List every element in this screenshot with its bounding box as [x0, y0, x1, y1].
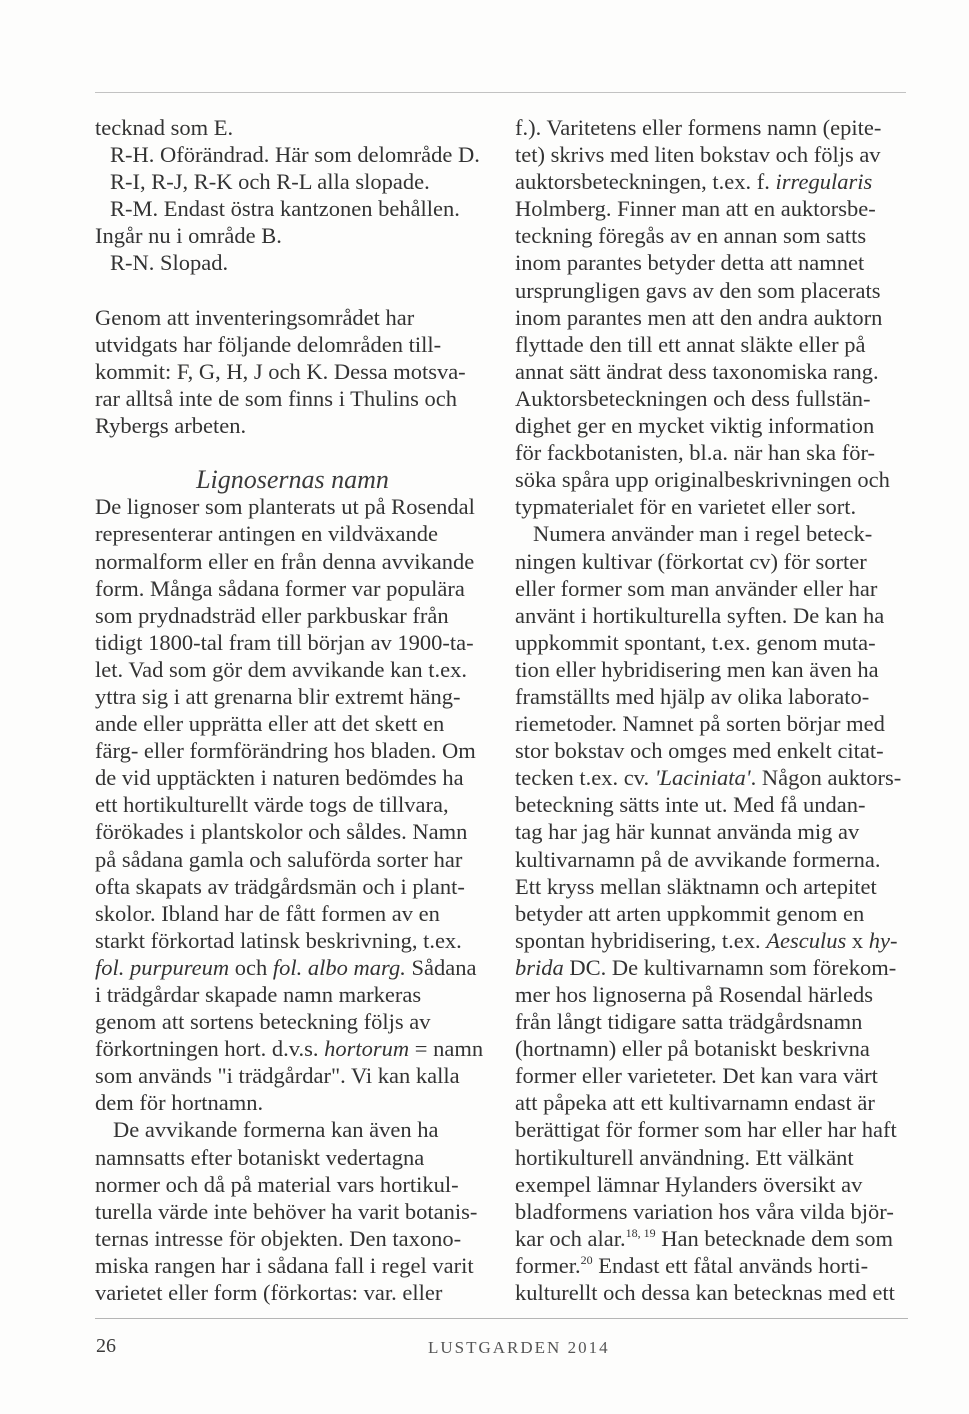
text-line: mer hos lignoserna på Rosendal härleds — [515, 982, 874, 1007]
text-line — [515, 1252, 910, 1279]
text-line: förökades i plantskolor och såldes. Namn — [95, 819, 468, 845]
text-span: förkortningen hort. d.v.s. — [95, 1036, 325, 1062]
text-line: framställts med hjälp av olika laborato- — [515, 683, 870, 709]
text-line: annat sätt ändrat dess taxonomiska rang. — [515, 358, 879, 384]
bottom-rule — [95, 1318, 908, 1319]
text-line: tion eller hybridisering men kan även ha — [515, 656, 879, 682]
text-line: kultivarnamn på de avvikande formerna. — [515, 846, 881, 872]
text-line: typmaterialet för en varietet eller sort. — [515, 494, 857, 520]
text-line: uppkommit spontant, t.ex. genom muta- — [515, 629, 876, 655]
blank-line — [95, 277, 495, 304]
text-line: let. Vad som gör dem avvikande kan t.ex. — [95, 656, 467, 682]
text-line: på sådana gamla och saluförda sorter har — [95, 846, 463, 872]
text-line: Auktorsbeteckningen och dess fullstän- — [515, 385, 871, 411]
text-line: turella värde inte behöver ha varit botanis- — [95, 1198, 478, 1224]
text-line: utvidgats har följande delområden till- — [95, 331, 442, 357]
text-line: Ingår nu i område B. — [95, 223, 282, 249]
text-span: tecken t.ex. cv. — [515, 765, 655, 791]
footnote-ref: 18, 19 — [625, 1225, 656, 1240]
text-line: R-H. Oförändrad. Här som delområde D. — [110, 142, 480, 168]
text-line: namnsatts efter botaniskt vedertagna — [95, 1144, 425, 1170]
text-line: form. Många sådana former var populära — [95, 575, 465, 601]
text-line: starkt förkortad latinsk beskrivning, t.ex. — [95, 927, 462, 953]
italic-text: Aesculus — [766, 927, 847, 953]
footnote-ref: 20 — [580, 1252, 593, 1267]
text-line: teckning föregås av en annan som satts — [515, 223, 867, 249]
text-line: använt i hortikulturella syften. De kan ha — [515, 602, 885, 628]
text-span: Sådana — [405, 954, 477, 980]
text-line: som prydnadsträd eller parkbuskar från — [95, 602, 449, 628]
text-line: bladformens variation hos våra vilda björ- — [515, 1198, 894, 1224]
text-line — [515, 764, 910, 791]
text-line: representerar antingen en vildväxande — [95, 521, 438, 547]
italic-text: irregularis — [775, 169, 873, 195]
text-line: R-M. Endast östra kantzonen behållen. — [110, 196, 460, 222]
text-span: kar och alar. — [515, 1225, 626, 1251]
italic-text: fol. albo marg. — [272, 954, 406, 980]
running-footer: LUSTGARDEN 2014 — [428, 1338, 610, 1357]
text-line: ofta skapats av trädgårdsmän och i plant- — [95, 873, 465, 899]
text-line: kulturellt och dessa kan betecknas med ett — [515, 1280, 895, 1306]
text-line: som används "i trädgårdar". Vi kan kalla — [95, 1063, 460, 1089]
text-line: ursprungligen gavs av den som placerats — [515, 277, 881, 303]
right-column — [515, 114, 910, 1306]
text-line: kommit: F, G, H, J och K. Dessa motsva- — [95, 358, 466, 384]
blank-line — [95, 439, 495, 466]
text-line: exempel lämnar Hylanders översikt av — [515, 1171, 863, 1197]
text-line: beteckning sätts inte ut. Med få undan- — [515, 792, 866, 818]
page-number: 26 — [96, 1335, 116, 1357]
italic-text: 'Laciniata' — [654, 765, 751, 791]
text-span: DC. De kultivarnamn som förekom- — [563, 954, 897, 980]
text-span: former. — [515, 1252, 581, 1278]
text-line: Genom att inventeringsområdet har — [95, 304, 415, 330]
text-line: berättigat för former som har eller har haft — [515, 1117, 897, 1143]
text-line: f.). Varitetens eller formens namn (epite- — [515, 115, 882, 140]
italic-text: brida — [515, 954, 564, 980]
text-line: genom att sortens beteckning följs av — [95, 1009, 431, 1035]
text-line: ternas intresse för objekten. Den taxono- — [95, 1225, 462, 1251]
text-span: x — [846, 927, 869, 953]
text-span: = namn — [409, 1036, 484, 1062]
text-line: former eller varieteter. Det kan vara värt — [515, 1063, 878, 1089]
text-line: för fackbotanisten, bl.a. när han ska för- — [515, 440, 876, 466]
text-line: betyder att arten uppkommit genom en — [515, 900, 865, 926]
text-line — [95, 1035, 495, 1062]
text-line: i trädgårdar skapade namn markeras — [95, 982, 422, 1007]
text-line: Holmberg. Finner man att en auktorsbe- — [515, 196, 876, 222]
text-line: riemetoder. Namnet på sorten börjar med — [515, 711, 885, 737]
italic-text: hortorum — [324, 1036, 410, 1062]
text-span: Endast ett fåtal används horti- — [592, 1252, 869, 1278]
top-rule — [95, 92, 906, 93]
text-line: ande eller upprätta eller att det skett en — [95, 711, 445, 737]
text-span: Han betecknade dem som — [655, 1225, 893, 1251]
text-line: yttra sig i att grenarna blir extremt häng- — [95, 683, 461, 709]
text-line: varietet eller form (förkortas: var. eller — [95, 1280, 443, 1306]
text-span: . Någon auktors- — [750, 765, 902, 791]
left-column — [95, 114, 495, 1306]
text-line: stor bokstav och omges med enkelt citat- — [515, 738, 884, 764]
section-heading: Lignosernas namn — [196, 465, 389, 495]
text-line: flyttade den till ett annat släkte eller på — [515, 331, 866, 357]
text-line: normalform eller en från denna avvikande — [95, 548, 475, 574]
italic-text: hy- — [868, 927, 898, 953]
text-line: R-I, R-J, R-K och R-L alla slopade. — [110, 169, 430, 195]
text-line: färg- eller formförändring hos bladen. Om — [95, 738, 476, 764]
text-line — [515, 168, 910, 195]
text-line: De avvikande formerna kan även ha — [113, 1117, 439, 1143]
text-line: skolor. Ibland har de fått formen av en — [95, 900, 440, 926]
text-span: auktorsbeteckningen, t.ex. f. — [515, 169, 776, 195]
text-line: R-N. Slopad. — [110, 250, 229, 276]
text-line: hortikulturell användning. Ett välkänt — [515, 1144, 854, 1170]
text-line: tet) skrivs med liten bokstav och följs av — [515, 142, 881, 168]
text-span: spontan hybridisering, t.ex. — [515, 927, 767, 953]
text-line: (hortnamn) eller på botaniskt beskrivna — [515, 1036, 870, 1062]
text-line: att påpeka att ett kultivarnamn endast är — [515, 1090, 875, 1116]
text-line: de vid upptäckten i naturen bedömdes ha — [95, 765, 464, 791]
text-line — [515, 1225, 910, 1252]
text-line: Ett kryss mellan släktnamn och artepitet — [515, 873, 877, 899]
text-line: söka spåra upp originalbeskrivningen och — [515, 467, 890, 493]
text-line: Rybergs arbeten. — [95, 413, 247, 439]
text-line: ningen kultivar (förkortat cv) för sorter — [515, 548, 867, 574]
text-line: från långt tidigare satta trädgårdsnamn — [515, 1009, 863, 1035]
text-line: ett hortikulturellt värde togs de tillvara, — [95, 792, 449, 818]
text-line — [515, 954, 910, 981]
text-line: De lignoser som planterats ut på Rosendal — [95, 494, 475, 520]
text-line: inom parantes betyder detta att namnet — [515, 250, 865, 276]
text-line: Numera använder man i regel beteck- — [533, 521, 873, 547]
text-line: tag har jag här kunnat använda mig av — [515, 819, 860, 845]
text-line — [95, 954, 495, 981]
text-line: dem för hortnamn. — [95, 1090, 264, 1116]
text-line — [515, 927, 910, 954]
italic-text: fol. purpureum — [95, 954, 230, 980]
text-line: rar alltså inte de som finns i Thulins och — [95, 385, 458, 411]
text-line: inom parantes men att den andra auktorn — [515, 304, 883, 330]
text-line: tecknad som E. — [95, 115, 234, 140]
text-line: miska rangen har i sådana fall i regel varit — [95, 1252, 474, 1278]
text-line: tidigt 1800-tal fram till början av 1900-ta- — [95, 629, 474, 655]
text-line: normer och då på material vars hortikul- — [95, 1171, 459, 1197]
text-span: och — [229, 954, 273, 980]
text-line: eller former som man använder eller har — [515, 575, 878, 601]
text-line: dighet ger en mycket viktig information — [515, 413, 875, 439]
